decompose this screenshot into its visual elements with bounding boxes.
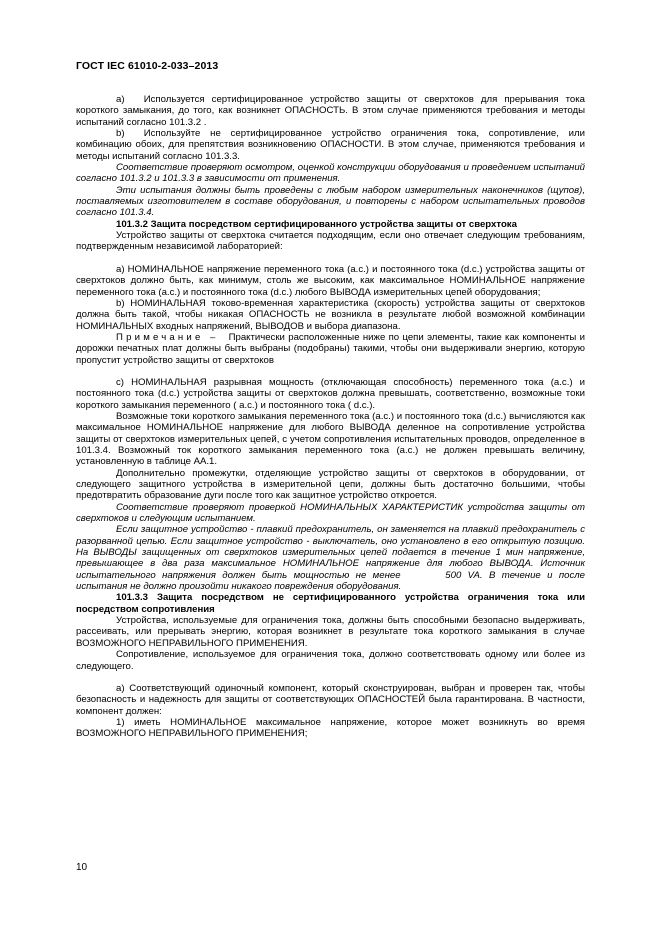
page-number: 10 [76,862,88,873]
document-body [76,94,585,740]
section-heading-101-3-3: 101.3.3 Защита посредством не сертифицированного устройства ограничения тока или посредством сопротивления [76,592,585,615]
section-heading-101-3-2: 101.3.2 Защита посредством сертифицированного устройства защиты от сверхтока [116,218,517,230]
note-text: Практически расположенные ниже по цепи элементы, такие как компоненты и дорожки печатных плат должны быть выбраны (подобраны) такими, чтобы они выдерживали энергию, которую пропустит устройство защиты от сверхтоков [76,331,585,366]
test-probes-text: Эти испытания должны быть проведены с любым набором измерительных наконечников (щупов), поставляемых изготовителем в составе оборудования, и повторены с набором испытательных проводов согласно 101.3.4. [76,184,585,219]
requirement-c-breaking-capacity: c) НОМИНАЛЬНАЯ разрывная мощность (отключающая способность) переменного тока (a.c.) и постоянного тока (d.c.) устройства защиты от сверхтоков должна превышать, соответственно, возможные токи короткого замыкания переменного ( a.c.) и постоянного тока ( d.c.). [76,376,585,411]
paragraph-a-certified: а) Используется сертифицированное устройство защиты от сверхтоков для прерывания тока короткого замыкания, до того, как возникнет ОПАСНОСТЬ. В этом случае применяются требования и методы испытаний согласно 101.3.2 . [76,94,585,128]
compliance-check-text: Соответствие проверяют осмотром, оценкой конструкции оборудования и проведением испытаний согласно 101.3.2 и 101.3.3 в зависимости от применения. [76,162,585,185]
resistance-requirements-intro: Сопротивление, используемое для ограничения тока, должно соответствовать одному или более из следующего. [76,649,585,672]
short-circuit-calculation-text: Возможные токи короткого замыкания переменного тока (a.c.) и постоянного тока (d.c.) вычисляются как максимальное НОМИНАЛЬНОЕ напряжение для любого ВЫВОДА деленное на сопротивление устройства защиты от сверхтоков измерительных цепей, с учетом сопротивления испытательных проводов, определенное в 101.3.4. Возможный ток короткого замыкания переменного тока (a.c.) не должен превышать величину, установленную в таблице АА.1. [76,410,585,468]
compliance-rating-check: Соответствие проверяют проверкой НОМИНАЛЬНЫХ ХАРАКТЕРИСТИК устройства защиты от сверхтоков и следующим испытанием. [76,501,585,525]
paragraph-b-noncertified: b) Используйте не сертифицированное устройство ограничения тока, сопротивление, или комбинацию обоих, для препятствия возникновению ОПАСНОСТИ. В этом случае, применяются требования и методы испытаний согласно 101.3.3. [76,128,585,162]
overcurrent-device-requirements-intro: Устройство защиты от сверхтока считается подходящим, если оно отвечает следующим требованиям, подтвержденным независимой лабораторией: [76,230,585,253]
clearances-text: Дополнительно промежутки, отделяющие устройство защиты от сверхтоков в оборудовании, от следующего защитного устройства в измерительной цепи, должны быть достаточно большими, чтобы предотвратить образование дуги после того как защитное устройство откроется. [76,467,585,502]
standard-header: ГОСТ IEC 61010-2-033–2013 [76,60,219,72]
single-component-requirement: a) Соответствующий одиночный компонент, который сконструирован, выбран и проверен так, чтобы безопасность и надежность для защиты от соответствующих ОПАСНОСТЕЙ была гарантирована. В частности, компонент должен: [76,682,585,717]
requirement-a-voltage: a) НОМИНАЛЬНОЕ напряжение переменного тока (a.c.) и постоянного тока (d.c.) устройства защиты от сверхтоков должно быть, как минимум, столь же высоким, как максимальное НОМИНАЛЬНОЕ напряжение переменного тока (a.c.) и постоянного тока (d.c.) любого ВЫВОДА измерительных цепей оборудования; [76,263,585,298]
note-paragraph [76,332,585,366]
fuse-test-procedure: Если защитное устройство - плавкий предохранитель, он заменяется на плавкий предохранитель с разорванной цепью. Если защитное устройство - выключатель, оно установлено в его открытую позицию. На ВЫВОДЫ защищенных от сверхтоков измерительных цепей подается в течение 1 мин напряжение, превышающее в два раза максимальное НОМИНАЛЬНОЕ напряжение для любого ВЫВОДА. Источник испытательного напряжения должен быть мощностью не менее 500 VA. В течение и после испытания не должно произойти никакого повреждения оборудования. [76,524,585,593]
requirement-b-time-current: b) НОМИНАЛЬНАЯ токово-временная характеристика (скорость) устройства защиты от сверхтоков должна быть такой, чтобы никакая ОПАСНОСТЬ не возникла в результате любой возможной комбинации НОМИНАЛЬНЫХ входных напряжений, ВЫВОДОВ и выбора диапазона. [76,297,585,332]
current-limiting-devices-text: Устройства, используемые для ограничения тока, должны быть способными безопасно выдерживать, рассеивать, или прерывать энергию, которая возникнет в результате тока короткого замыкания в случае ВОЗМОЖНОГО НЕПРАВИЛЬНОГО ПРИМЕНЕНИЯ. [76,615,585,649]
note-label: Примечание – [116,331,219,343]
rated-voltage-requirement: 1) иметь НОМИНАЛЬНОЕ максимальное напряжение, которое может возникнуть во время ВОЗМОЖНОГО НЕПРАВИЛЬНОГО ПРИМЕНЕНИЯ; [76,716,585,740]
